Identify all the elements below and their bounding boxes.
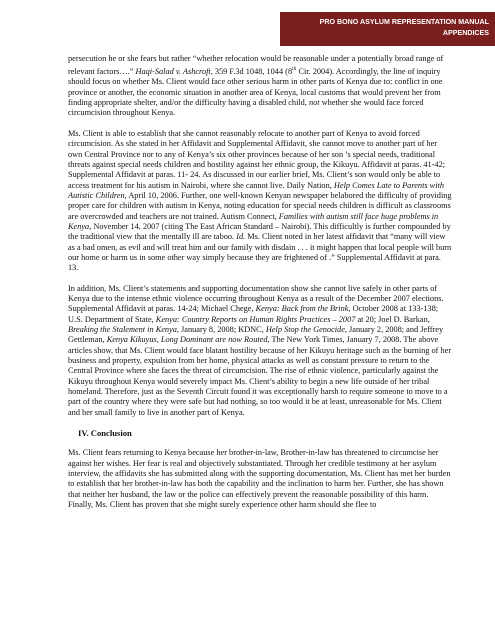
- citation-kenya-kikuyus: Kenya Kikuyus, Long Dominant are now Routed: [106, 335, 268, 345]
- header-title: PRO BONO ASYLUM REPRESENTATION MANUAL: [319, 18, 489, 26]
- citation-help-comes-late: Help Comes Late to Parents with Autistic Children: [68, 180, 444, 200]
- paragraph-conclusion: Ms. Client fears returning to Kenya because her brother-in-law, Brother-in-law has threatened to circumcise her against her wishes. Her fear is real and objectively substantiated. Through her credible testimony at her asylum interview, the affidavits she has submitted along with the supporting documentation, Ms. Client has met her burden to establish that her brother-in-law has both the capability and the inclination to harm her. Further, she has shown that neither her husband, the law or the police can effectively prevent the reasonable possibility of this harm. Finally, Ms. Client has proven that she might surely experience other harm should she flee to: [68, 448, 451, 510]
- manual-header-banner: [280, 12, 495, 46]
- citation-id: Id.: [236, 232, 246, 242]
- citation-families-autism: Families with autism still face huge problems in Kenya: [68, 211, 439, 231]
- paragraph-relocation-standard: persecution he or she fears but rather “whether relocation would be reasonable under a potentially broad range of relevant factors….” Haqi-Salad v. Ashcroft, 359 F.3d 1048, 1044 (8th Cir. 2004). Accordingly, the line of inquiry should focus on whether Ms. Client would face other serious harm in other parts of Kenya due to: conflict in one province or another, the economic situation in another area of Kenya, local customs that would prevent her from finding appropriate shelter, and/or the difficulty having a disabled child, not whether she would face forced circumcision throughout Kenya.: [68, 54, 444, 118]
- citation-back-from-brink: Kenya: Back from the Brink: [255, 304, 349, 314]
- paragraph-relocation-analysis: Ms. Client is able to establish that she cannot reasonably relocate to another part of Kenya to avoid forced circumcision. As she stated in her Affidavit and Supplemental Affidavit, she cannot move to another part of her own Central Province nor to any of Kenya’s six other provinces because of her son ’s special needs, traditional threats against special needs children and hostility against her ethnic group, the Kikuyu. Affidavit at paras. 41-42; Supplemental Affidavit at paras. 11- 24. As discussed in our earlier brief, Ms. Client’s son would only be able to access treatment for his autism in Nairobi, where she cannot live. Daily Nation, Help Comes Late to Parents with Autistic Children, April 10, 2006. Further, one well-known Kenyan newspaper belabored the difficulty of providing proper care for children with autism in Kenya, noting education for special needs children is difficult as classrooms are overcrowded and teachers are not trained. Autism Connect, Families with autism still face huge problems in Kenya, November 14, 2007 (citing The East African Standard – Nairobi). This difficultly is further compounded by the traditional view that the mentally ill are taboo. Id. Ms. Client noted in her latest affidavit that “many will view as a bad omen, as evil and will treat him and our family with disdain . . . it might happen that local people will burn our home or harm us in some other way simply because they are frightened of .” Supplemental Affidavit at para. 13.: [68, 128, 452, 273]
- case-citation: Haqi-Salad v. Ashcroft: [135, 67, 211, 77]
- header-subtitle: APPENDICES: [442, 29, 489, 37]
- citation-breaking-stalement: Breaking the Stalement in Kenya: [68, 325, 177, 335]
- emphasis-not: not: [308, 98, 320, 108]
- section-heading-conclusion: IV. Conclusion: [78, 428, 132, 439]
- paragraph-ethnic-violence: In addition, Ms. Client’s statements and supporting documentation show she cannot live safely in other parts of Kenya due to the intense ethnic violence occurring throughout Kenya as a result of the December 2007 elections. Supplemental Affidavit at paras. 14-24; Michael Chege, Kenya: Back from the Brink, October 2008 at 133-138; U.S. Department of State, Kenya: Country Reports on Human Rights Practices – 2007 at 20; Joel D. Barkan, Breaking the Stalement in Kenya, January 8, 2008; KDNC, Help Stop the Genocide, January 2, 2008; and Jeffrey Gettleman, Kenya Kikuyus, Long Dominant are now Routed, The New York Times, January 7, 2008. The above articles show, that Ms. Client would face blatant hostility because of her Kikuyu heritage such as the burning of her business and property, expulsion from her home, physical attacks as well as constant pressure to return to the Central Province where she faces the threat of circumcision. The rise of ethnic violence, particularly against the Kikuyu throughout Kenya would severely impact Ms. Client’s ability to begin a new life outside of her tribal homeland. Therefore, just as the Seventh Circuit found it was exceptionally harsh to require someone to move to a part of the country where they were safe but had nothing, so too would it be at least, unreasonable for Ms. Client and her small family to live in another part of Kenya.: [68, 283, 452, 417]
- document-body: [68, 54, 452, 521]
- citation-stop-genocide: Help Stop the Genocide: [265, 325, 345, 335]
- citation-country-reports: Kenya: Country Reports on Human Rights Practices – 2007: [155, 314, 356, 324]
